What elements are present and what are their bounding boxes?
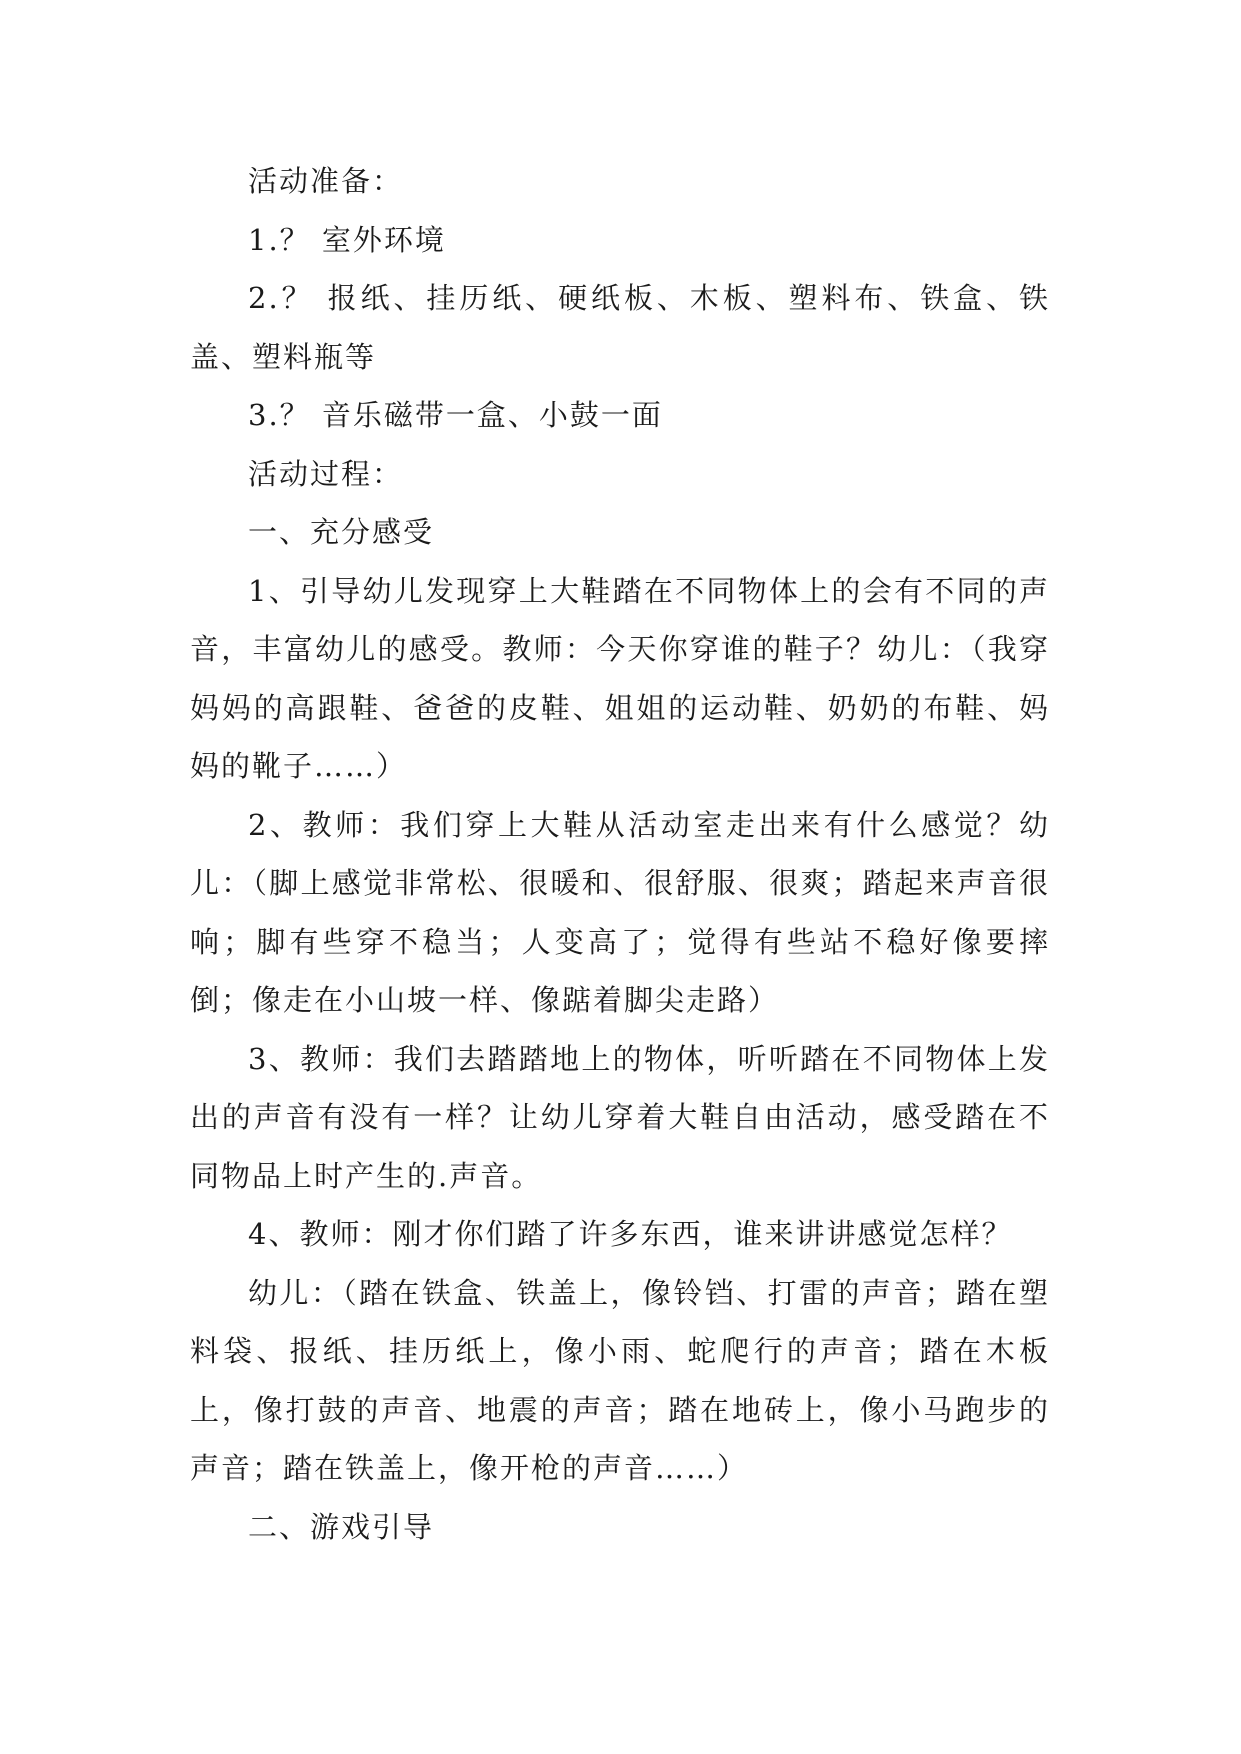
section-heading-2: 二、游戏引导 bbox=[248, 1509, 435, 1544]
process-step-3: 3、教师：我们去踏踏地上的物体，听听踏在不同物体上发出的声音有没有一样？让幼儿穿着大鞋自由活动，感受踏在不同物品上时产生的.声音。 bbox=[190, 1041, 1050, 1193]
prep-item-2: 2.？ 报纸、挂历纸、硬纸板、木板、塑料布、铁盒、铁盖、塑料瓶等 bbox=[190, 281, 1050, 374]
process-step-2: 2、教师：我们穿上大鞋从活动室走出来有什么感觉？幼儿：（脚上感觉非常松、很暖和、很舒服、很爽；踏起来声音很响；脚有些穿不稳当；人变高了；觉得有些站不稳好像要摔倒；像走在小山坡一样、像踮着脚尖走路） bbox=[190, 807, 1050, 1017]
prep-item-1: 1.？ 室外环境 bbox=[248, 222, 446, 257]
process-step-1: 1、引导幼儿发现穿上大鞋踏在不同物体上的会有不同的声音，丰富幼儿的感受。教师：今天你穿谁的鞋子？幼儿：（我穿妈妈的高跟鞋、爸爸的皮鞋、姐姐的运动鞋、奶奶的布鞋、妈妈的靴子……） bbox=[190, 573, 1050, 783]
heading-activity-process: 活动过程： bbox=[248, 456, 404, 491]
heading-activity-preparation: 活动准备： bbox=[248, 164, 404, 198]
children-response: 幼儿：（踏在铁盒、铁盖上，像铃铛、打雷的声音；踏在塑料袋、报纸、挂历纸上，像小雨、蛇爬行的声音；踏在木板上，像打鼓的声音、地震的声音；踏在地砖上，像小马跑步的声音；踏在铁盖上，像开枪的声音……） bbox=[190, 1275, 1050, 1485]
process-step-4: 4、教师：刚才你们踏了许多东西，谁来讲讲感觉怎样？ bbox=[248, 1217, 1013, 1251]
section-heading-1: 一、充分感受 bbox=[248, 515, 435, 549]
document-body bbox=[190, 152, 1050, 1556]
prep-item-3: 3.？ 音乐磁带一盒、小鼓一面 bbox=[248, 398, 663, 432]
